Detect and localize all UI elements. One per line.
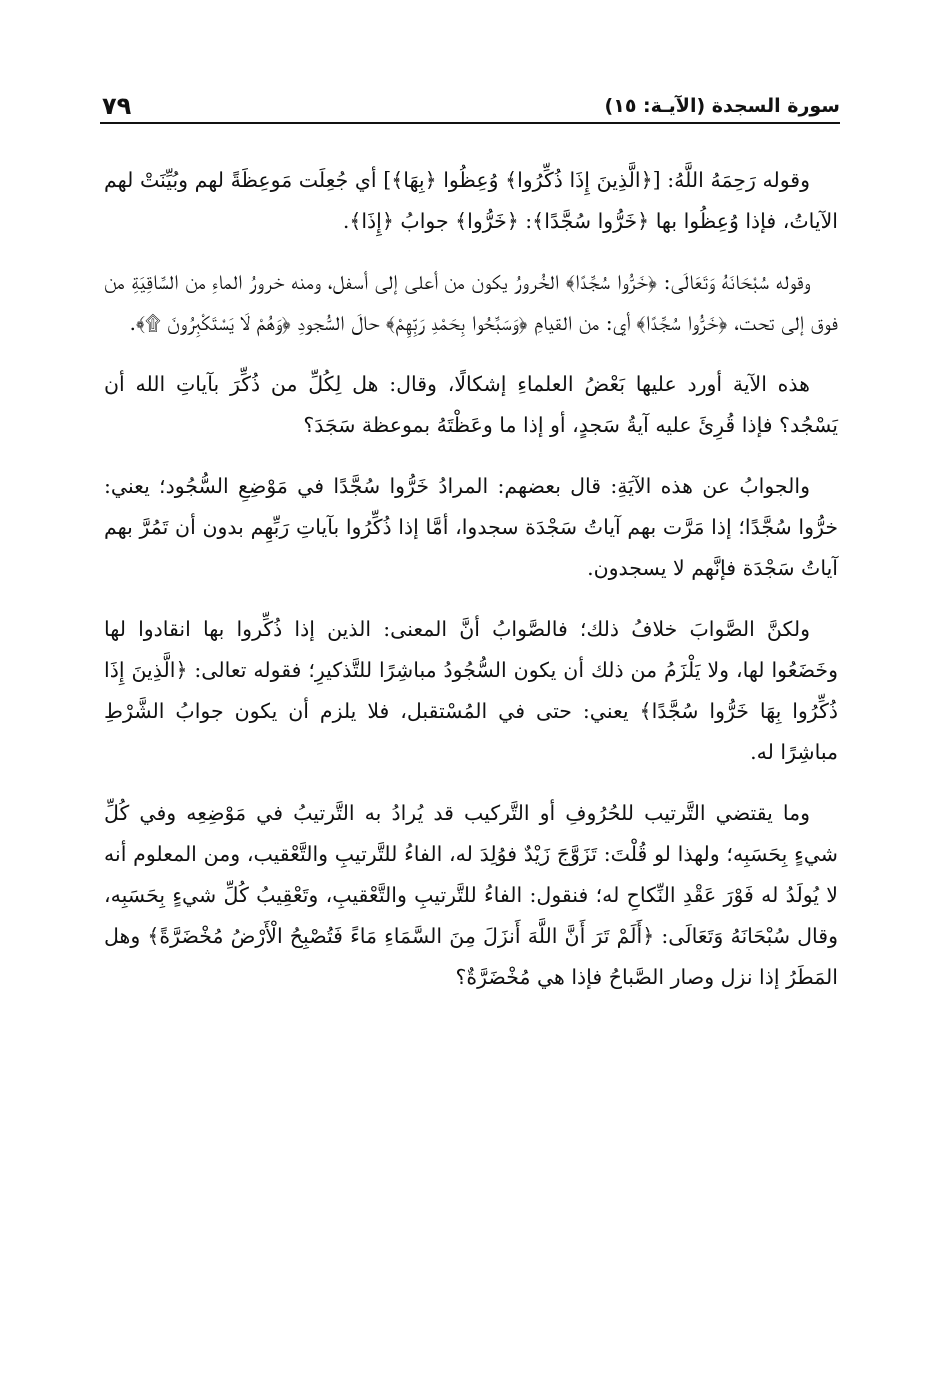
chapter-heading: سورة السجدة (الآيـة: ١٥) bbox=[604, 95, 840, 117]
paragraph-4: والجوابُ عن هذه الآيَةِ: قال بعضهم: المرادُ خَرُّوا سُجَّدًا في مَوْضِعِ السُّجُود؛ يعني: خرُّوا سُجَّدًا؛ إذا مَرَّت بهم آياتُ سَجْدَة سجدوا، أمَّا إذا ذُكِّرُوا بآياتِ رَبِّهِم بدون أن تَمُرَّ بهم آياتُ سَجْدَة فإنَّهم لا يسجدون. bbox=[104, 474, 838, 580]
page-number: ٧٩ bbox=[102, 92, 132, 120]
paragraph-6: وما يقتضي التَّرتيب للحُرُوفِ أو التَّركيب قد يُرادُ به التَّرتيبُ في مَوْضِعِه وفي كُلِّ شيءٍ بِحَسَبِه؛ ولهذا لو قُلْتَ: تَزَوَّجَ زَيْدٌ فوُلِدَ له، الفاءُ للتَّرتيبِ والتَّعْقيب، ومن المعلوم أنه لا يُولَدُ له فَوْرَ عَقْدِ النِّكاحِ له؛ فنقول: الفاءُ للتَّرتيبِ والتَّعْقيبِ، وتَعْقِيبُ كُلِّ شيءٍ بِحَسَبِه، وقال سُبْحَانَهُ وَتَعَالَى: ﴿أَلَمْ تَرَ أَنَّ اللَّهَ أَنزَلَ مِنَ السَّمَاءِ مَاءً فَتُصْبِحُ الْأَرْضُ مُخْضَرَّةً﴾ وهل المَطَرُ إذا نزل وصار الصَّباحُ فإذا هي مُخْضَرَّةٌ؟ bbox=[104, 801, 838, 989]
paragraph-1: وقوله رَحِمَهُ اللَّهُ: [﴿الَّذِينَ إِذَا ذُكِّرُوا﴾ وُعِظُوا ﴿بِهَا﴾] أي جُعِلَت مَوعِظَةً لهم وبُيِّنَتْ لهم الآياتُ، فإذا وُعِظُوا بها ﴿خَرُّوا سُجَّدًا﴾: ﴿خَرُّوا﴾ جوابُ ﴿إِذَا﴾. bbox=[104, 168, 838, 233]
running-header bbox=[102, 86, 840, 122]
body-text bbox=[104, 160, 838, 998]
paragraph-3: هذه الآية أورد عليها بَعْضُ العلماءِ إشكالًا، وقال: هل لِكُلِّ من ذُكِّرَ بآياتِ الله أن يَسْجُد؟ فإذا قُرِئَ عليه آيةُ سَجدٍ، أو إذا ما وعَظْتَهُ بموعظة سَجَدَ؟ bbox=[104, 372, 838, 437]
paragraph-5: ولكنَّ الصَّوابَ خلافُ ذلك؛ فالصَّوابُ أنَّ المعنى: الذين إذا ذُكِّروا بها انقادوا لها وخَضَعُوا لها، ولا يَلْزَمُ من ذلك أن يكون السُّجُودُ مباشِرًا للتَّذكيرِ؛ فقوله تعالى: ﴿الَّذِينَ إِذَا ذُكِّرُوا بِهَا خَرُّوا سُجَّدًا﴾ يعني: حتى في المُسْتقبل، فلا يلزم أن يكون جوابُ الشَّرْطِ مباشِرًا له. bbox=[104, 617, 838, 764]
paragraph-2: وقوله سُبْحَانَهُ وَتَعَالَى: ﴿خَرُّوا سُجَّدًا﴾ الخُرورُ يكون من أعلى إلى أسفل، ومنه خرورُ الماءِ من السَّاقِيَةِ من فوق إلى تحت، ﴿خَرُّوا سُجَّدًا﴾ أي: من القيامِ ﴿وَسَبَّحُوا بِحَمْدِ رَبِّهِمْ﴾ حالَ السُّجودِ ﴿وَهُمْ لَا يَسْتَكْبِرُونَ ۩﴾. bbox=[104, 270, 838, 335]
header-divider bbox=[100, 122, 840, 124]
